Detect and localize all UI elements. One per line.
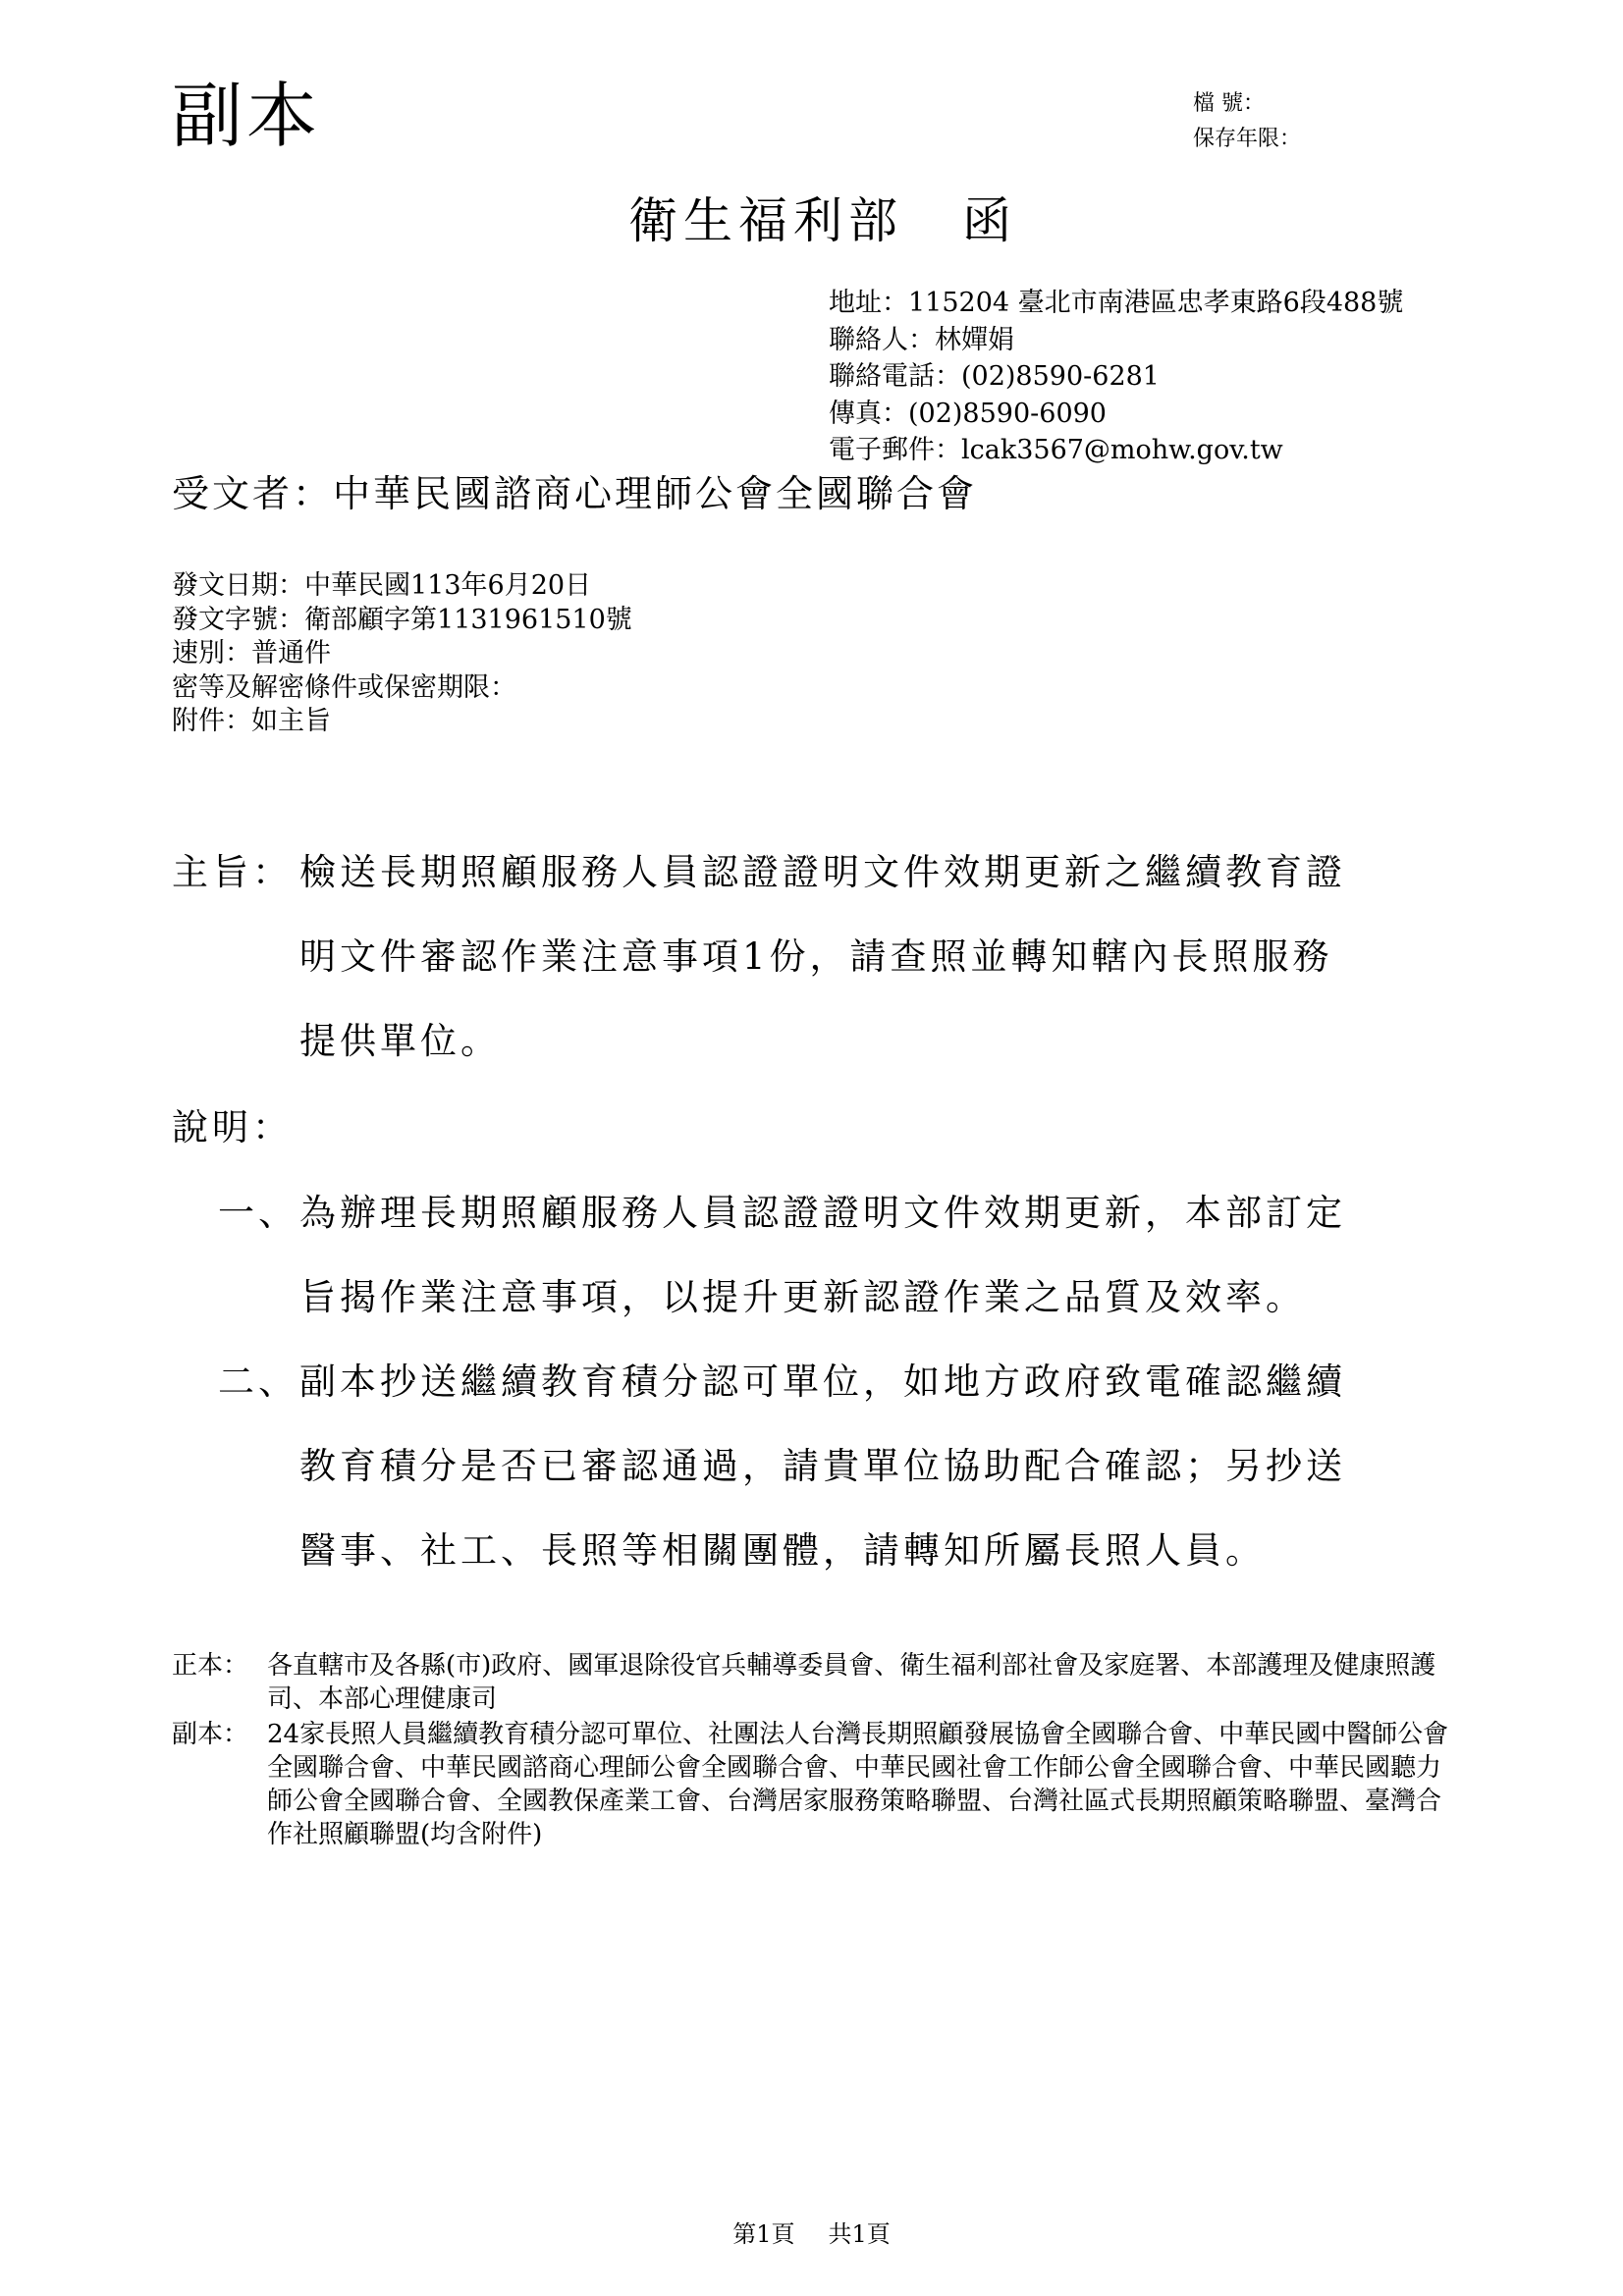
document-title [628, 192, 1017, 249]
explanation-item-line: 副本抄送繼續教育積分認可單位，如地方政府致電確認繼續 [299, 1361, 1346, 1403]
subject-line: 檢送長期照顧服務人員認證證明文件效期更新之繼續教育證 [299, 851, 1346, 893]
document-type: 函 [962, 192, 1017, 249]
explanation-item-number: 一、 [218, 1192, 298, 1234]
explanation-item-line: 旨揭作業注意事項，以提升更新認證作業之品質及效率。 [299, 1276, 1306, 1318]
attachment-note: 附件：如主旨 [172, 706, 331, 736]
page-footer [0, 2215, 1623, 2249]
recipient-line: 受文者：中華民國諮商心理師公會全國聯合會 [172, 472, 978, 515]
explanation-item-line: 為辦理長期照顧服務人員認證證明文件效期更新，本部訂定 [299, 1192, 1346, 1234]
copy-stamp: 副本 [172, 75, 322, 157]
file-number-label: 檔 號： [1193, 91, 1265, 116]
contact-person-line: 聯絡人：林嬋娟 [829, 324, 1014, 355]
address-line: 地址：115204 臺北市南港區忠孝東路6段488號 [829, 288, 1404, 318]
copy-recipients-text: 24家長照人員繼續教育積分認可單位、社團法人台灣長期照顧發展協會全國聯合會、中華民國中醫師公會全國聯合會、中華民國諮商心理師公會全國聯合會、中華民國社會工作師公會全國聯合會、中華民國聽力師公會全國聯合會、全國教保產業工會、台灣居家服務策略聯盟、台灣社區式長期照顧策略聯盟、臺灣合作社照顧聯盟(均含附件) [267, 1720, 1449, 1849]
subject-label: 主旨： [172, 851, 293, 893]
original-recipients-text: 各直轄市及各縣(市)政府、國軍退除役官兵輔導委員會、衛生福利部社會及家庭署、本部護理及健康照護司、本部心理健康司 [267, 1651, 1436, 1714]
retention-label: 保存年限： [1193, 127, 1302, 151]
retention-row [1193, 122, 1301, 157]
document-number: 發文字號：衛部顧字第1131961510號 [172, 604, 632, 635]
fax-line: 傳真：(02)8590-6090 [829, 398, 1107, 429]
delivery-speed: 速別：普通件 [172, 638, 331, 668]
subject-line: 明文件審認作業注意事項1份，請查照並轉知轄內長照服務 [299, 935, 1333, 978]
page-number: 第1頁 [732, 2220, 795, 2248]
issue-date: 發文日期：中華民國113年6月20日 [172, 570, 592, 601]
page-total: 共1頁 [828, 2220, 891, 2248]
explanation-item-line: 教育積分是否已審認通過，請貴單位協助配合確認；另抄送 [299, 1445, 1346, 1487]
agency-name: 衛生福利部 [628, 192, 903, 249]
archive-info [1193, 86, 1301, 157]
secrecy-level: 密等及解密條件或保密期限： [172, 671, 516, 703]
email-line: 電子郵件：lcak3567@mohw.gov.tw [829, 435, 1283, 465]
original-recipients-label: 正本： [172, 1651, 249, 1681]
explanation-item-line: 醫事、社工、長照等相關團體，請轉知所屬長照人員。 [299, 1529, 1266, 1572]
explanation-item-number: 二、 [218, 1361, 298, 1403]
document-meta [172, 569, 632, 739]
copy-recipients-label: 副本： [172, 1720, 249, 1749]
explanation-label: 說明： [172, 1106, 293, 1148]
sender-contact [829, 285, 1403, 469]
file-number-row [1193, 86, 1301, 122]
subject-line: 提供單位。 [299, 1020, 501, 1062]
phone-line: 聯絡電話：(02)8590-6281 [829, 361, 1160, 392]
